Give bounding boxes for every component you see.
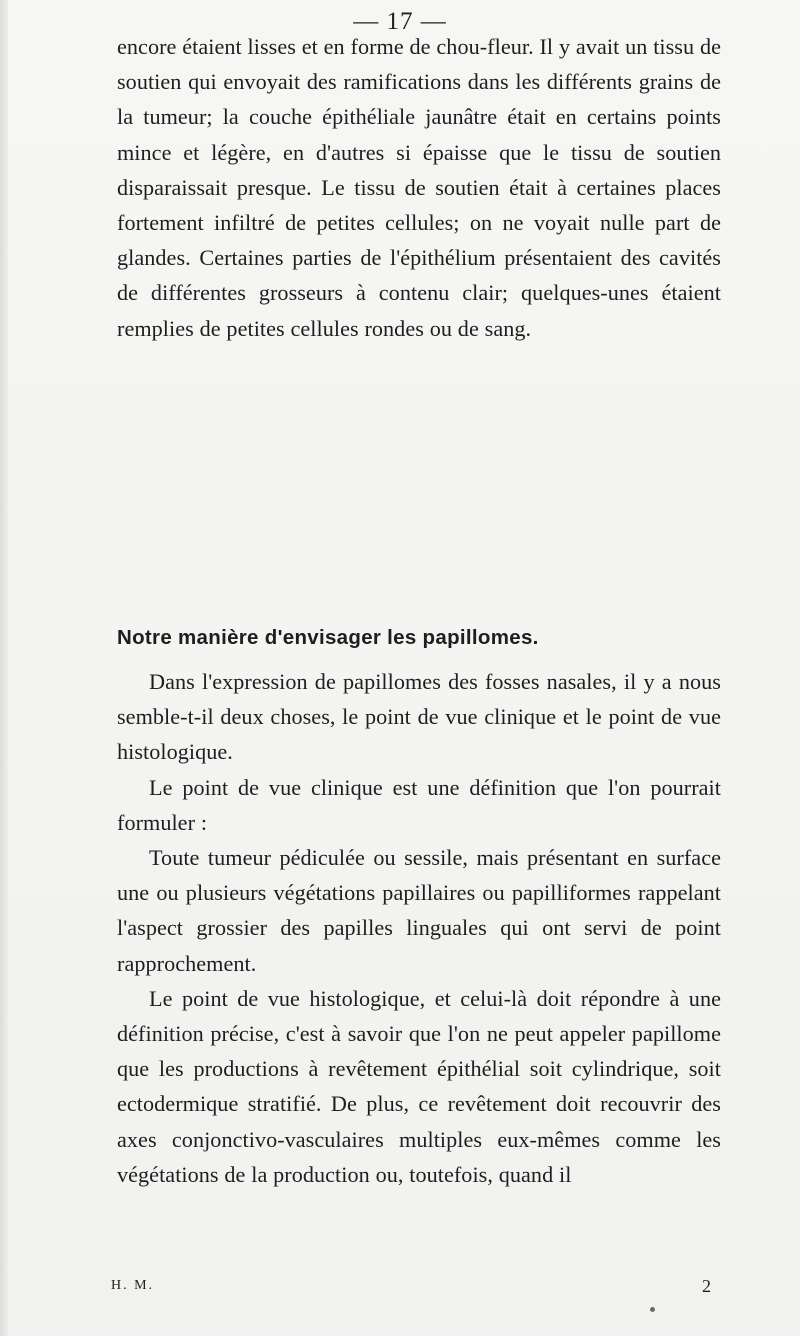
page-number-header: — 17 —	[353, 8, 447, 35]
paragraph: encore étaient lisses et en forme de chou-fleur. Il y avait un tissu de soutien qui envoyait des ramifications dans les différents grains de la tumeur; la couche épithéliale jaunâtre était en certains points mince et légère, en d'autres si épaisse que le tissu de soutien disparaissait presque. Le tissu de soutien était à certaines places fortement infiltré de petites cellules; on ne voyait nulle part de glandes. Certaines parties de l'épithélium présentaient des cavités de différentes grosseurs à contenu clair; quelques-unes étaient remplies de petites cellules rondes ou de sang.	[117, 34, 721, 341]
body-text-bottom	[117, 664, 721, 1192]
paragraph: Toute tumeur pédiculée ou sessile, mais présentant en surface une ou plusieurs végétations papillaires ou papilliformes rappelant l'aspect grossier des papilles linguales qui ont servi de point rapprochement.	[117, 845, 721, 976]
signature-mark: H. M.	[111, 1278, 155, 1293]
ink-speck	[650, 1307, 655, 1312]
page-edge-shadow	[0, 0, 8, 1336]
section-heading: Notre manière d'envisager les papillomes.	[117, 626, 539, 649]
paragraph: Dans l'expression de papillomes des fosses nasales, il y a nous semble-t-il deux choses, le point de vue clinique et le point de vue histologique.	[117, 669, 721, 765]
paragraph: Le point de vue histologique, et celui-là doit répondre à une définition précise, c'est à savoir que l'on ne peut appeler papillome que les productions à revêtement épithélial soit cylindrique, soit ectodermique stratifié. De plus, ce revêtement doit recouvrir des axes conjonctivo-vasculaires multiples eux-mêmes comme les végétations de la production ou, toutefois, quand il	[117, 985, 721, 1187]
paragraph: Le point de vue clinique est une définition que l'on pourrait formuler :	[117, 774, 721, 835]
folio-number: 2	[702, 1276, 711, 1296]
body-text-top	[117, 29, 721, 346]
